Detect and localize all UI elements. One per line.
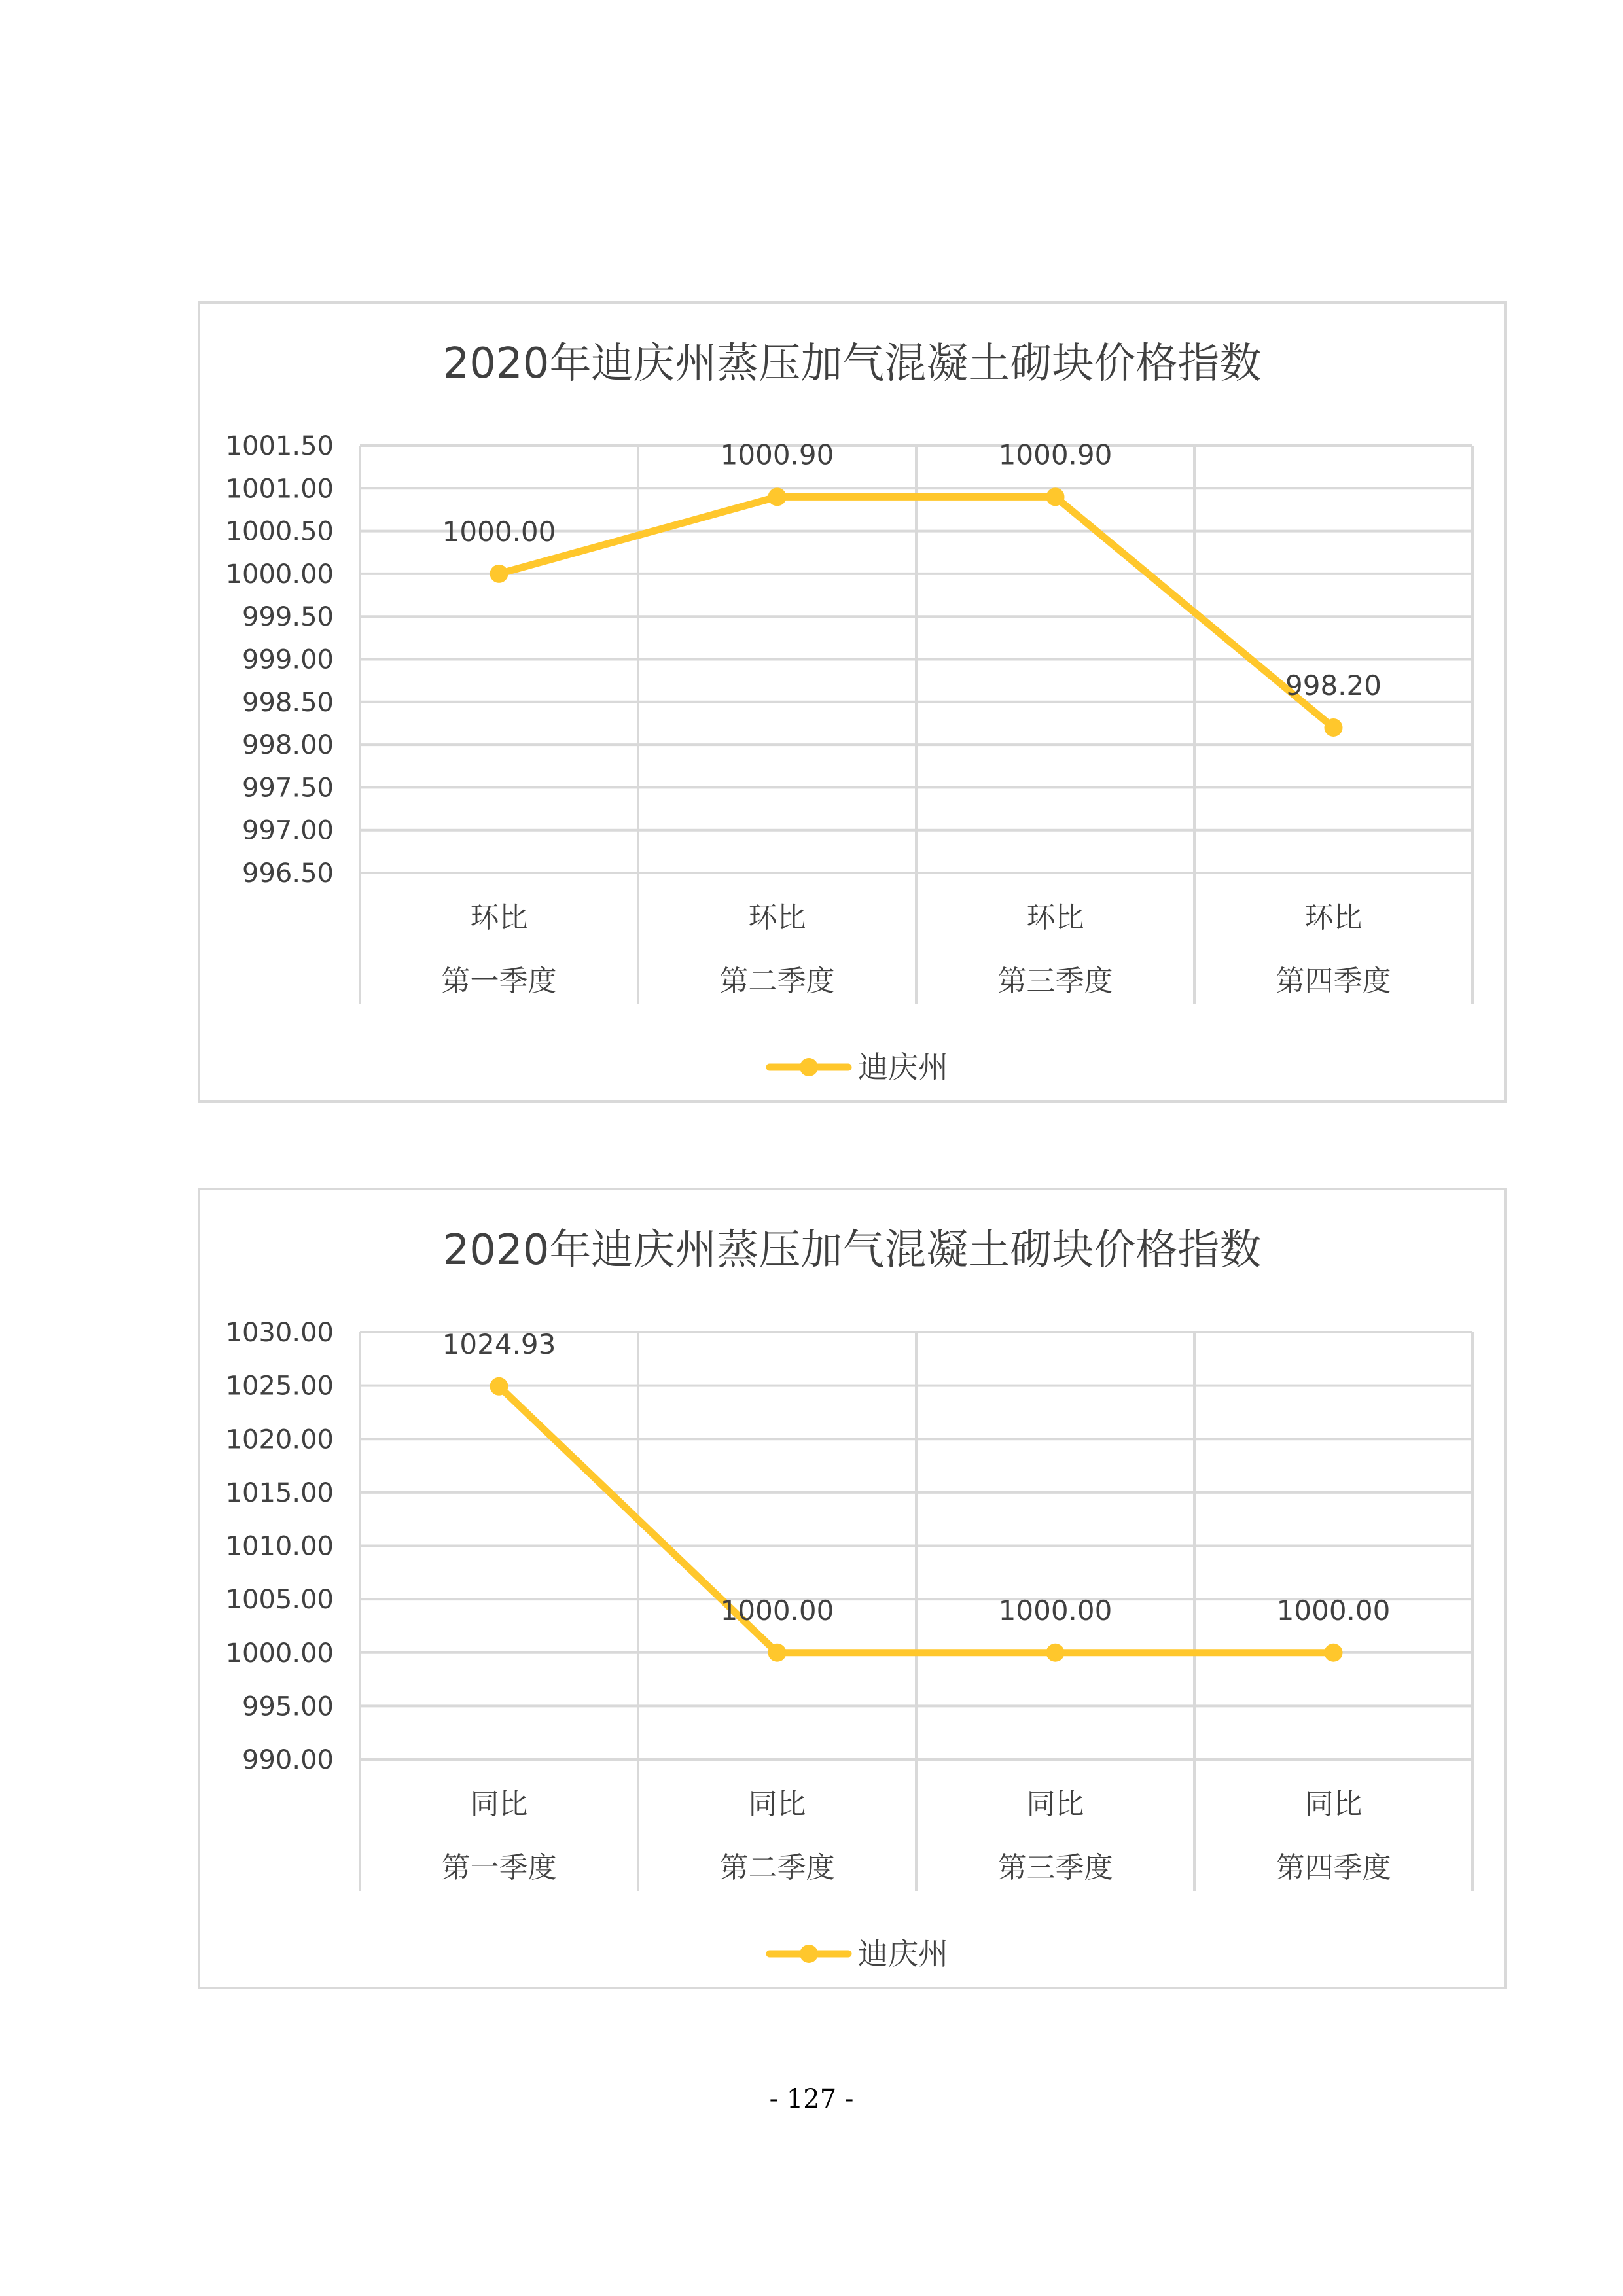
y-tick-label: 998.50 [242, 687, 334, 718]
x-tick-label-quarter: 第二季度 [719, 964, 835, 998]
y-tick-label: 1000.00 [225, 1638, 334, 1669]
y-tick-label: 996.50 [242, 858, 334, 889]
y-tick-label: 990.00 [242, 1745, 334, 1775]
data-point [768, 1644, 787, 1662]
legend-marker-icon [800, 1945, 818, 1963]
y-tick-label: 997.50 [242, 773, 334, 804]
x-tick-label-quarter: 第一季度 [441, 1851, 557, 1884]
data-label: 1000.90 [720, 438, 834, 471]
x-tick-label-comparison: 同比 [470, 1788, 528, 1821]
x-tick-label-quarter: 第一季度 [441, 964, 557, 998]
y-tick-label: 1015.00 [225, 1477, 334, 1508]
y-tick-label: 999.50 [242, 602, 334, 633]
chart-2-container [198, 1188, 1507, 1989]
data-point [1046, 1644, 1065, 1662]
y-tick-label: 1000.00 [225, 559, 334, 590]
y-tick-label: 1001.50 [225, 431, 334, 461]
y-tick-label: 997.00 [242, 815, 334, 846]
y-tick-label: 1025.00 [225, 1371, 334, 1402]
y-tick-label: 1001.00 [225, 474, 334, 504]
data-label: 1000.00 [1276, 1594, 1391, 1627]
legend-marker-icon [800, 1058, 818, 1076]
y-tick-label: 1020.00 [225, 1424, 334, 1455]
x-tick-label-comparison: 同比 [748, 1788, 806, 1821]
data-point [768, 487, 787, 506]
data-label: 1000.00 [442, 515, 556, 548]
page-number: - 127 - [769, 2084, 854, 2114]
data-point [490, 1377, 508, 1396]
x-tick-label-quarter: 第四季度 [1275, 964, 1391, 998]
chart-2-svg [200, 1190, 1504, 1987]
x-tick-label-comparison: 同比 [1304, 1788, 1363, 1821]
y-tick-label: 1010.00 [225, 1531, 334, 1562]
data-label: 1000.90 [998, 438, 1113, 471]
legend-label: 迪庆州 [858, 1050, 948, 1085]
y-tick-label: 995.00 [242, 1691, 334, 1722]
data-point [490, 565, 508, 583]
y-tick-label: 998.00 [242, 730, 334, 761]
data-point [1325, 1644, 1343, 1662]
data-label: 998.20 [1285, 669, 1382, 701]
x-tick-label-quarter: 第三季度 [997, 964, 1113, 998]
data-label: 1000.00 [998, 1594, 1113, 1627]
x-tick-label-quarter: 第三季度 [997, 1851, 1113, 1884]
y-tick-label: 1000.50 [225, 516, 334, 547]
chart-1-svg [200, 304, 1504, 1100]
x-tick-label-comparison: 环比 [1304, 901, 1363, 934]
x-tick-label-comparison: 同比 [1026, 1788, 1084, 1821]
y-tick-label: 1005.00 [225, 1585, 334, 1616]
x-tick-label-quarter: 第四季度 [1275, 1851, 1391, 1884]
x-tick-label-comparison: 环比 [1026, 901, 1084, 934]
y-tick-label: 1030.00 [225, 1318, 334, 1348]
chart-title: 2020年迪庆州蒸压加气混凝土砌块价格指数 [442, 1226, 1262, 1275]
legend-label: 迪庆州 [858, 1936, 948, 1971]
x-tick-label-comparison: 环比 [470, 901, 528, 934]
x-tick-label-comparison: 环比 [748, 901, 806, 934]
data-point [1046, 487, 1065, 506]
x-tick-label-quarter: 第二季度 [719, 1851, 835, 1884]
chart-1-container [198, 301, 1507, 1103]
data-label: 1024.93 [442, 1328, 556, 1360]
chart-title: 2020年迪庆州蒸压加气混凝土砌块价格指数 [442, 340, 1262, 388]
data-label: 1000.00 [720, 1594, 834, 1627]
data-point [1325, 718, 1343, 737]
y-tick-label: 999.00 [242, 645, 334, 675]
